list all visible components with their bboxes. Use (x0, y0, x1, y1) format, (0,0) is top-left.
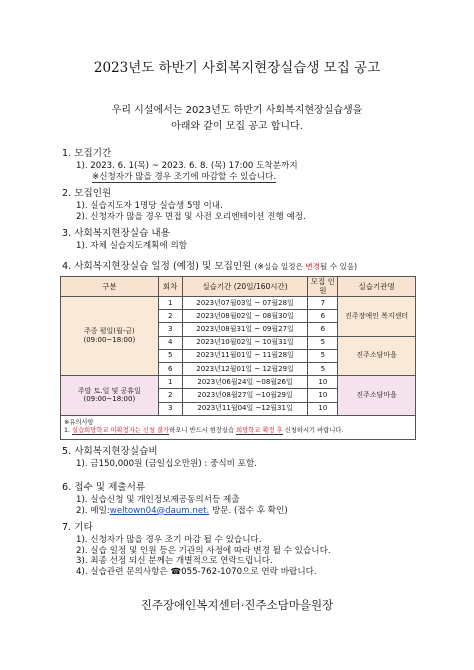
table-row: 2 2023년08월27일 ~10월29일 10 (61, 389, 416, 402)
weekend-group: 주말 토.일 및 공휴일 (09:00~18:00) (61, 376, 159, 416)
change-word: 변경 (305, 262, 321, 271)
etc-line-4: 4). 실습관련 문의사항은 ☎055-762-1070으로 연락 바랍니다. (76, 567, 317, 578)
count-line-2: 2). 신청자가 많을 경우 면접 및 사전 오리엔테이션 진행 예정. (76, 211, 306, 222)
schedule-change-note: (※실습 일정은 변경될 수 있음) (254, 262, 358, 271)
etc-line-2: 2). 실습 일정 및 인원 등은 기관의 사정에 따라 변경 될 수 있습니다. (76, 545, 331, 556)
fee-line: 1). 금150,000원 (금일십오만원) : 중식비 포함. (76, 458, 258, 469)
section-schedule (62, 261, 462, 274)
table-row: 주말 토.일 및 공휴일 (09:00~18:00) 1 2023년06월24일 ~08월26일 10 진주소담마을 (61, 376, 416, 389)
section-heading: 4. 사회복지현장실습 일정 (예정) 및 모집인원 (62, 261, 252, 272)
table-row: 3 2023년08월31일 ~ 09월27일 6 (61, 323, 416, 336)
section-heading: 7. 기타 (62, 522, 93, 533)
table-row: 5 2023년11월01일 ~ 11월28일 5 (61, 349, 416, 362)
intro-line-1: 우리 시설에서는 2023년도 하반기 사회복지현장실습생을 (111, 105, 363, 116)
table-row: 6 2023년12월01일 ~ 12월29일 5 (61, 362, 416, 375)
org-sodam-village-weekend: 진주소담마을 (338, 376, 416, 416)
section-recruit-count (62, 188, 442, 222)
header-category: 구분 (61, 277, 159, 297)
page-title: 2023년도 하반기 사회복지현장실습생 모집 공고 (93, 60, 381, 76)
section-heading: 6. 접수 및 제출서류 (62, 482, 146, 493)
table-row: 4 2023년10월02일 ~ 10월31일 5 진주소담마을 (61, 336, 416, 349)
early-close-note: ※신청자가 많을 경우 조기에 마감할 수 있습니다. (92, 171, 277, 182)
schedule-table (60, 276, 416, 440)
header-count: 모집 인원 (308, 277, 338, 297)
section-content (62, 228, 442, 252)
footer-signature: 진주장애인복지센터·진주소담마을원장 (140, 598, 334, 612)
period-line: 1). 2023. 6. 1(목) ~ 2023. 6. 8. (목) 17:00 도착분까지 (76, 160, 298, 171)
header-period: 실습기간 (20일/160시간) (182, 277, 308, 297)
table-row: 주중 평일(월-금) (09:00~18:00) 1 2023년07월03일 ~ 07월28일 7 진주장애인 복지센터 (61, 297, 416, 310)
intro-text (0, 103, 474, 135)
notes-confirm: 희망학교 확정 후 (236, 427, 283, 435)
section-heading: 3. 사회복지현장실습 내용 (62, 228, 170, 239)
count-line-1: 1). 실습지도자 1명당 실습생 5명 이내. (76, 200, 223, 211)
intro-line-2: 아래와 같이 모집 공고 합니다. (171, 121, 303, 132)
section-submission (62, 482, 442, 516)
notes-row (61, 415, 416, 439)
submission-line-1: 1). 실습신청 및 개인정보제공동의서등 제출 (76, 494, 240, 505)
header-org: 실습기관명 (338, 277, 416, 297)
section-heading: 2. 모집인원 (62, 188, 112, 199)
org-disability-center: 진주장애인 복지센터 (338, 297, 416, 337)
org-sodam-village: 진주소담마을 (338, 336, 416, 376)
content-line: 1). 자체 실습지도계획에 의함 (76, 240, 188, 251)
email-link[interactable]: weltown04@daum.net. (109, 505, 210, 516)
notes-text: 1. 실습희망학교 미확정자는 신청 불가하오니 반드시 현장실습 희망학교 확정 후 신청하시기 바랍니다. (64, 427, 344, 435)
schedule-table-wrap (60, 276, 416, 440)
submission-line-2: 2). 메일:weltown04@daum.net. 방문. (접수 후 확인) (76, 505, 288, 516)
table-row: 2 2023년08월02일 ~ 08월30일 6 (61, 310, 416, 323)
section-etc (62, 522, 442, 578)
etc-line-1: 1). 신청자가 많을 경우 조기 마감 될 수 있습니다. (76, 534, 262, 545)
header-round: 회차 (158, 277, 182, 297)
notes-warning: 실습희망학교 미확정자는 신청 불가 (72, 427, 170, 435)
table-row: 3 2023년11월04일 ~12월31일 10 (61, 402, 416, 415)
weekday-group: 주중 평일(월-금) (09:00~18:00) (61, 297, 159, 376)
section-fee (62, 446, 442, 470)
etc-line-3: 3). 최종 선정 되신 분께는 개별적으로 연락드립니다. (76, 556, 273, 567)
section-recruit-period (62, 148, 442, 182)
section-heading: 5. 사회복지현장실습비 (62, 446, 158, 457)
notes-label: ※유의사항 (64, 418, 94, 426)
section-heading: 1. 모집기간 (62, 148, 112, 159)
